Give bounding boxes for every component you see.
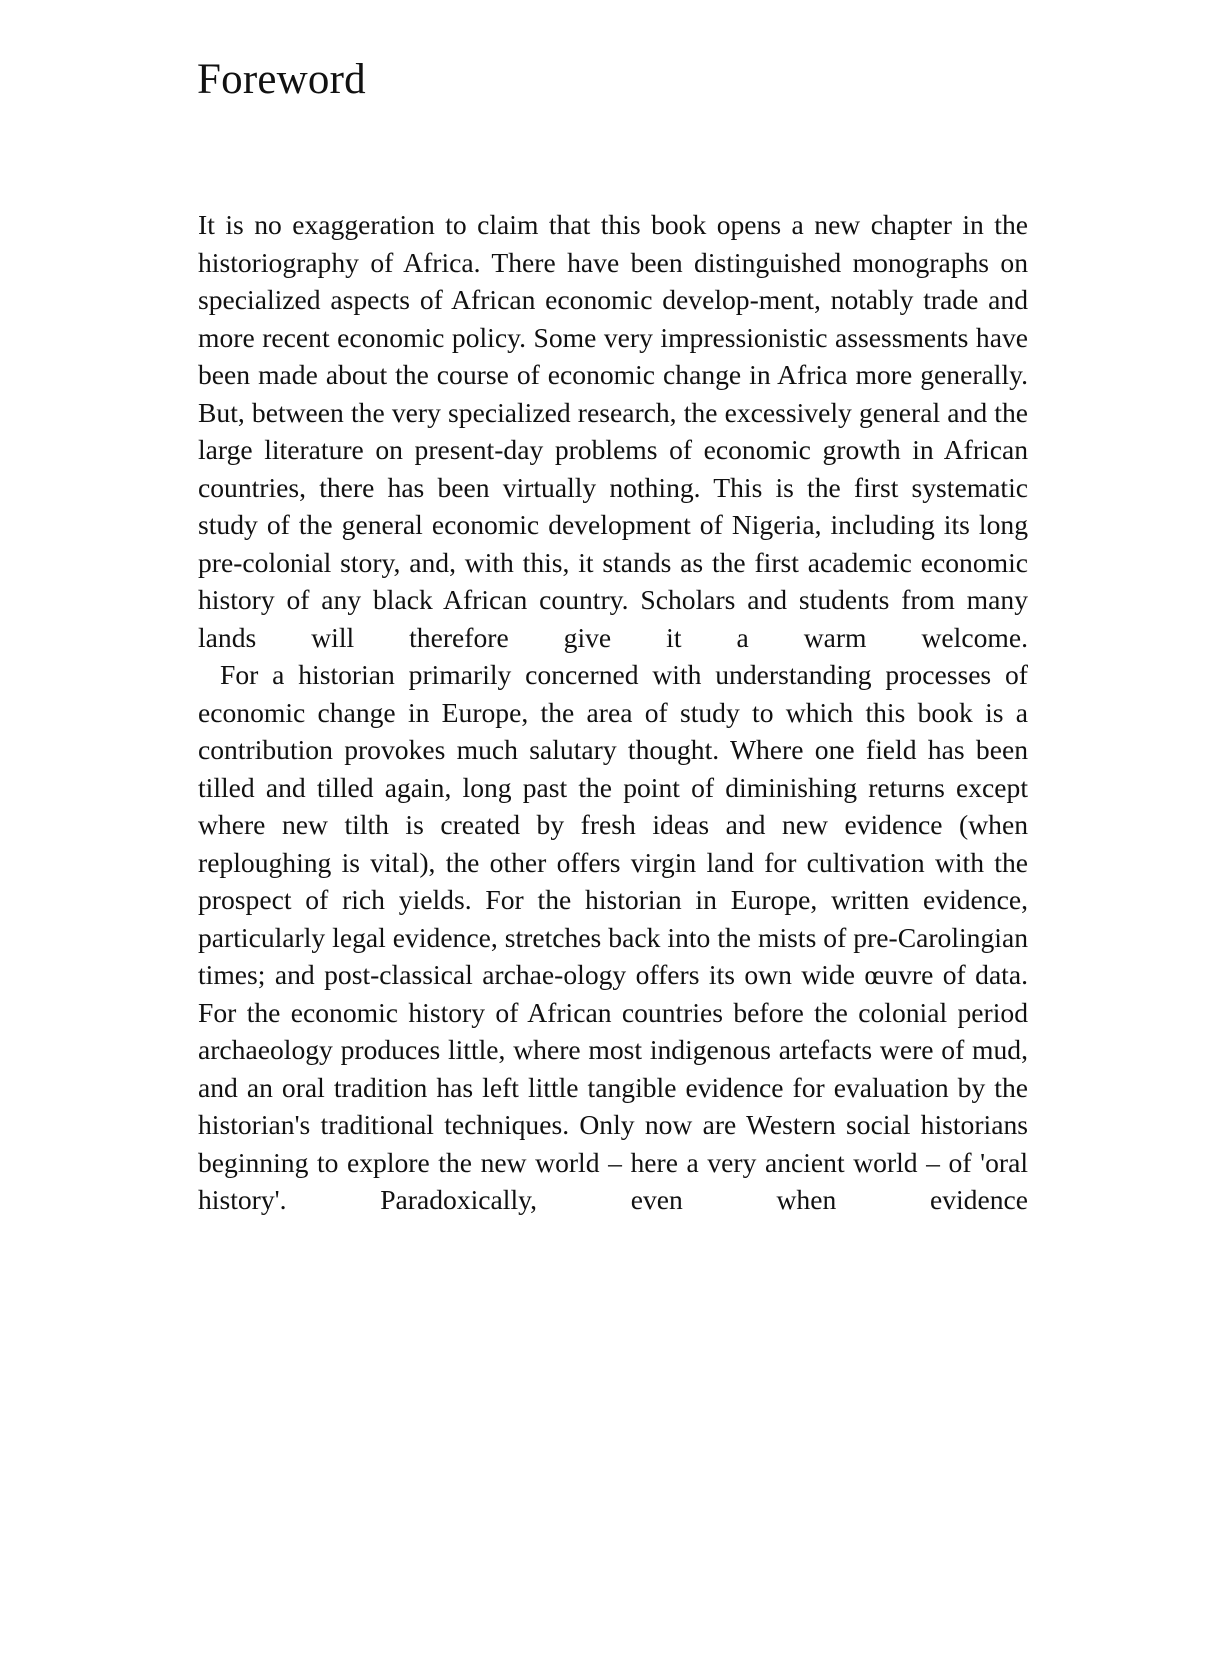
foreword-body xyxy=(198,206,1028,1219)
paragraph-2: For a historian primarily concerned with understanding processes of economic change in Europe, the area of study to which this book is a contribution provokes much salutary thought. Where one field has been tilled and tilled again, long past the point of diminishing returns except where new tilth is created by fresh ideas and new evidence (when reploughing is vital), the other offers virgin land for cultivation with the prospect of rich yields. For the historian in Europe, written evidence, particularly legal evidence, stretches back into the mists of pre-Carolingian times; and post-classical archae-ology offers its own wide œuvre of data. For the economic history of African countries before the colonial period archaeology produces little, where most indigenous artefacts were of mud, and an oral tradition has left little tangible evidence for evaluation by the historian's traditional techniques. Only now are Western social historians beginning to explore the new world – here a very ancient world – of 'oral history'. Paradoxically, even when evidence xyxy=(198,659,1028,1215)
paragraph-1: It is no exaggeration to claim that this book opens a new chapter in the historiography of Africa. There have been distinguished monographs on specialized aspects of African economic develop-ment, notably trade and more recent economic policy. Some very impressionistic assessments have been made about the course of economic change in Africa more generally. But, between the very specialized research, the excessively general and the large literature on present-day problems of economic growth in African countries, there has been virtually nothing. This is the first systematic study of the general economic development of Nigeria, including its long pre-colonial story, and, with this, it stands as the first academic economic history of any black African country. Scholars and students from many lands will therefore give it a warm welcome. xyxy=(198,209,1028,653)
page-title: Foreword xyxy=(197,56,366,103)
